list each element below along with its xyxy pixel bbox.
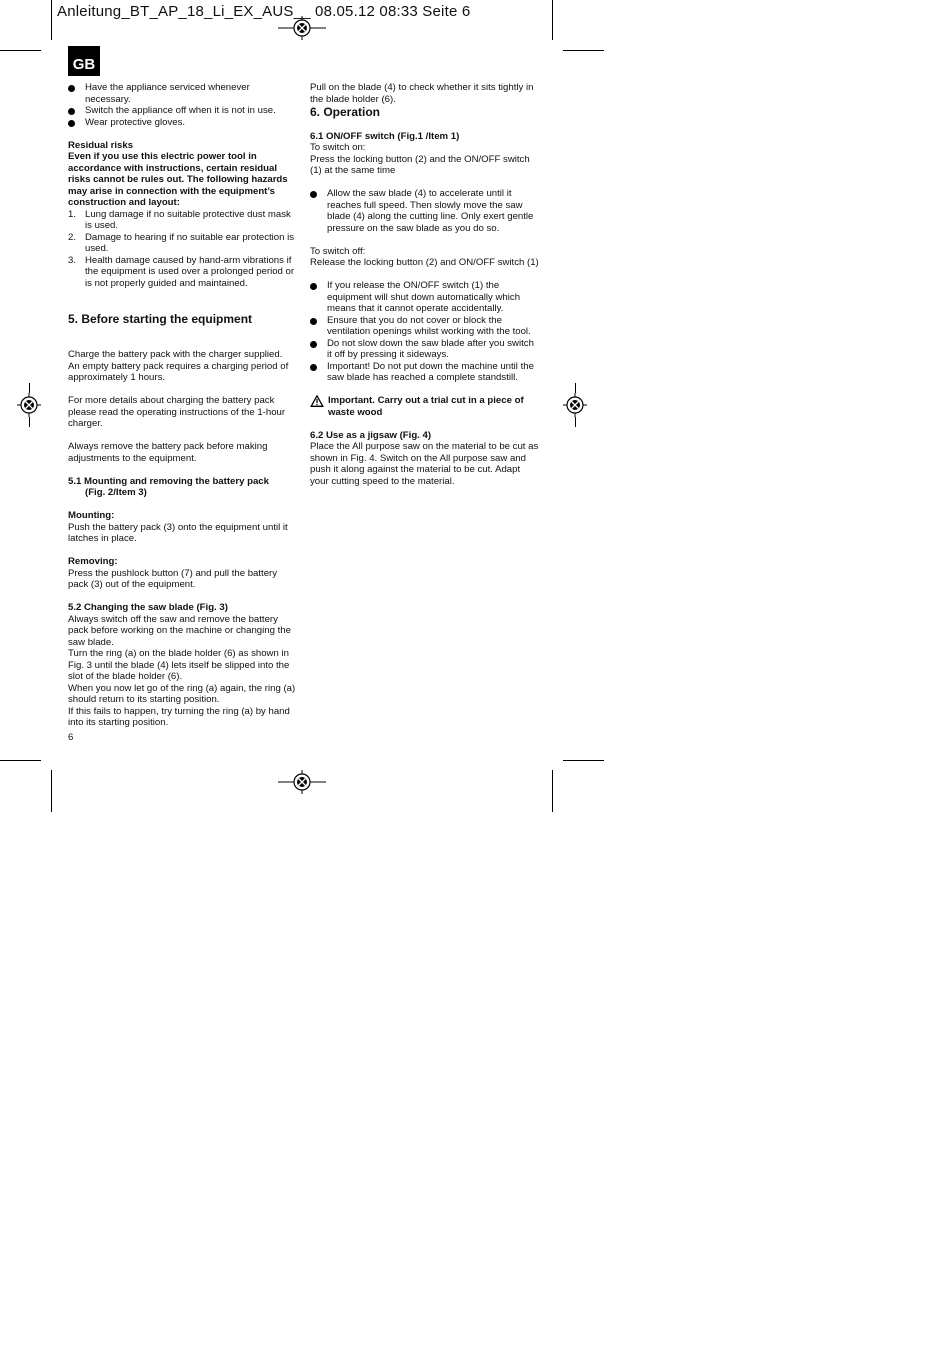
registration-mark-icon bbox=[563, 393, 587, 417]
paragraph: Push the battery pack (3) onto the equipment until it latches in place. bbox=[68, 521, 288, 544]
registration-mark-icon bbox=[278, 770, 326, 794]
section-6-2-title: 6.2 Use as a jigsaw (Fig. 4) bbox=[310, 429, 432, 441]
paragraph: Charge the battery pack with the charger supplied. An empty battery pack requires a charging period of approximately 1 hours. bbox=[68, 349, 289, 383]
crop-mark bbox=[29, 417, 30, 427]
switch-off-label: To switch off: bbox=[310, 245, 366, 257]
list-item: Important! Do not put down the machine until the saw blade has reached a complete standstill. bbox=[310, 361, 540, 384]
paragraph: Always remove the battery pack before making adjustments to the equipment. bbox=[68, 441, 268, 464]
list-item: Switch the appliance off when it is not in use. bbox=[68, 105, 296, 117]
crop-mark bbox=[0, 50, 41, 51]
section-5-1-subtitle: (Fig. 2/Item 3) bbox=[85, 487, 147, 498]
list-item: Do not slow down the saw blade after you switch it off by pressing it sideways. bbox=[310, 338, 540, 361]
paragraph: Turn the ring (a) on the blade holder (6) as shown in Fig. 3 until the blade (4) lets itself be slipped into the slot of the blade holder (6). bbox=[68, 648, 290, 682]
registration-mark-icon bbox=[278, 16, 326, 40]
crop-mark bbox=[51, 770, 52, 812]
file-header: Anleitung_BT_AP_18_Li_EX_AUS__ 08.05.12 08:33 Seite 6 bbox=[57, 3, 471, 20]
paragraph: Always switch off the saw and remove the battery pack before working on the machine or changing the saw blade. bbox=[68, 613, 291, 648]
list-item bbox=[68, 255, 296, 290]
language-badge bbox=[68, 46, 100, 76]
registration-mark-icon bbox=[17, 393, 41, 417]
warning-note bbox=[310, 395, 540, 418]
right-column bbox=[310, 82, 540, 487]
crop-mark bbox=[29, 383, 30, 393]
switch-on-label: To switch on: bbox=[310, 142, 366, 153]
paragraph: For more details about charging the battery pack please read the operating instructions of the 1-hour charger. bbox=[68, 395, 286, 429]
paragraph: If this fails to happen, try turning the ring (a) by hand into its starting position. bbox=[68, 705, 290, 728]
section-6-1-title: 6.1 ON/OFF switch (Fig.1 /Item 1) bbox=[310, 130, 460, 142]
list-number: 1. bbox=[68, 208, 77, 220]
residual-risks-title: Residual risks bbox=[68, 139, 134, 151]
warning-icon bbox=[310, 395, 324, 407]
list-text: Lung damage if no suitable protective dust mask is used. bbox=[85, 208, 291, 231]
language-badge-label: GB bbox=[72, 56, 96, 73]
crop-mark bbox=[575, 383, 576, 393]
list-item: If you release the ON/OFF switch (1) the equipment will shut down automatically which means that it cannot operate accidentally. bbox=[310, 280, 540, 315]
page-number: 6 bbox=[68, 732, 74, 743]
operation-bullets bbox=[310, 188, 540, 234]
section-6-title: 6. Operation bbox=[310, 105, 381, 119]
crop-mark bbox=[552, 0, 553, 40]
list-number: 3. bbox=[68, 254, 77, 266]
residual-risks-intro: Even if you use this electric power tool in accordance with instructions, certain residual risks cannot be rules out. The following hazards may arise in connection with the equipment’s construction and layout: bbox=[68, 151, 288, 208]
list-text: Damage to hearing if no suitable ear protection is used. bbox=[85, 231, 295, 254]
crop-mark bbox=[563, 760, 604, 761]
section-5-1-title: 5.1 Mounting and removing the battery pack bbox=[68, 475, 269, 487]
removing-title: Removing: bbox=[68, 556, 118, 567]
section-5-2-title: 5.2 Changing the saw blade (Fig. 3) bbox=[68, 602, 228, 613]
list-number: 2. bbox=[68, 231, 77, 243]
paragraph: Press the pushlock button (7) and pull the battery pack (3) out of the equipment. bbox=[68, 567, 278, 590]
crop-mark bbox=[575, 417, 576, 427]
crop-mark bbox=[0, 760, 41, 761]
crop-mark bbox=[51, 0, 52, 40]
paragraph: Press the locking button (2) and the ON/OFF switch (1) at the same time bbox=[310, 153, 530, 176]
list-item: Allow the saw blade (4) to accelerate until it reaches full speed. Then slowly move the saw blade (4) along the cutting line. Only exert gentle pressure on the saw blade as you do so. bbox=[310, 188, 540, 234]
paragraph: Place the All purpose saw on the material to be cut as shown in Fig. 4. Switch on the All purpose saw and push it along against the material to be cut. Adapt your cutting speed to the material. bbox=[310, 441, 539, 487]
paragraph: When you now let go of the ring (a) again, the ring (a) should return to its starting position. bbox=[68, 682, 296, 705]
list-item: Have the appliance serviced whenever necessary. bbox=[68, 82, 296, 105]
list-item: Wear protective gloves. bbox=[68, 117, 296, 129]
safety-bullets bbox=[68, 82, 296, 128]
crop-mark bbox=[552, 770, 553, 812]
list-text: Health damage caused by hand-arm vibrations if the equipment is used over a prolonged period or is not properly guided and maintained. bbox=[85, 254, 295, 289]
warning-text: Important. Carry out a trial cut in a piece of waste wood bbox=[328, 395, 524, 418]
paragraph: Release the locking button (2) and ON/OFF switch (1) bbox=[310, 257, 539, 268]
left-column bbox=[68, 82, 296, 729]
section-5-title: 5. Before starting the equipment bbox=[68, 312, 253, 326]
switch-off-bullets bbox=[310, 280, 540, 384]
risk-list bbox=[68, 209, 296, 290]
list-item: Ensure that you do not cover or block the ventilation openings whilst working with the tool. bbox=[310, 315, 540, 338]
list-item bbox=[68, 209, 296, 232]
crop-mark bbox=[563, 50, 604, 51]
mounting-title: Mounting: bbox=[68, 510, 115, 521]
list-item bbox=[68, 232, 296, 255]
paragraph: Pull on the blade (4) to check whether it sits tightly in the blade holder (6). bbox=[310, 82, 534, 105]
